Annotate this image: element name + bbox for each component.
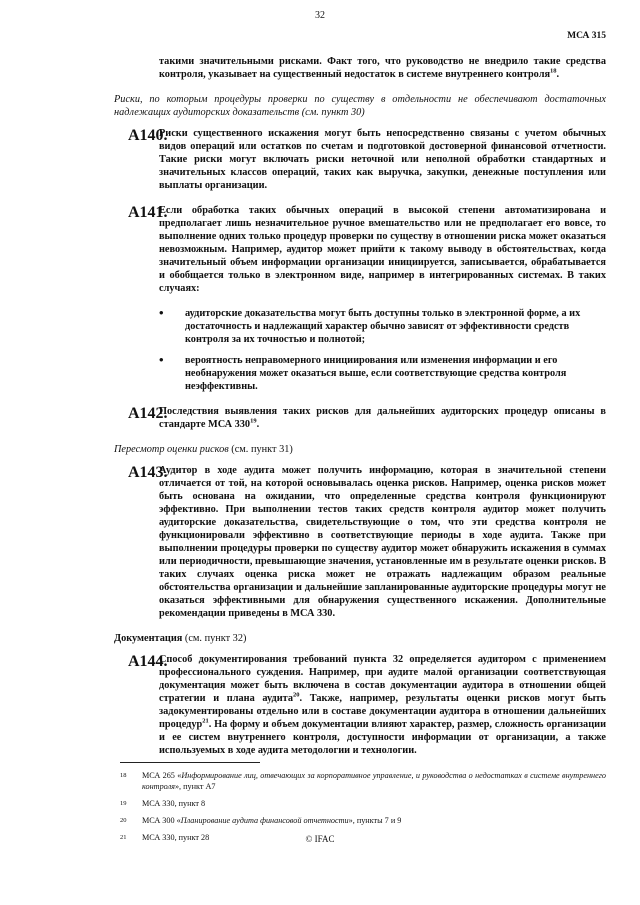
footnote-number: 18 — [120, 772, 127, 779]
paragraph-a143 — [114, 464, 606, 620]
standard-code: МСА 315 — [567, 31, 606, 41]
bullet-item — [114, 354, 606, 393]
paragraph-text: Если обработка таких обычных операций в высокой степени автоматизирована и предполагает лишь незначительное ручное вмешательство или не предполагает его вовсе, то выполнение одних только процедур проверки по существу в отношении риска может оказаться невозможным. Например, аудитор может прийти к такому выводу в обстоятельствах, когда значительный объем информации организации инициируется, записывается, обрабатывается и обобщается только в электронном виде, например в интегрированных системах. В таких случаях: — [159, 205, 606, 294]
footnote-18 — [120, 770, 606, 792]
risk-section-heading — [114, 93, 606, 119]
paragraph-a140 — [114, 127, 606, 192]
footnote-text-end: », пункты 7 и 9 — [348, 816, 402, 825]
bullet-item — [114, 307, 606, 346]
paragraph-a144 — [114, 653, 606, 757]
footnote-divider — [120, 762, 260, 763]
continuation-paragraph — [159, 55, 606, 81]
revision-section-heading — [114, 443, 606, 456]
revision-heading-text: Пересмотр оценки рисков — [114, 444, 229, 455]
continuation-tail: . — [556, 69, 560, 80]
copyright-footer: © IFAC — [305, 834, 335, 844]
bullet-icon: • — [159, 305, 164, 320]
footnote-text: МСА 300 « — [142, 816, 181, 825]
footnote-title: Планирование аудита финансовой отчетности — [180, 816, 349, 825]
paragraph-a142 — [114, 405, 606, 431]
footnote-text: МСА 330, пункт 8 — [142, 799, 206, 808]
footnote-title: Информирование лиц, отвечающих за корпоративное управление, и руководства о недостатках в системе внутреннего контроля — [142, 771, 606, 791]
footnote-text-end: », пункт А7 — [174, 782, 216, 791]
footnote-number: 20 — [120, 817, 127, 824]
paragraph-id: A140. — [128, 127, 168, 144]
paragraph-id: A141. — [128, 204, 168, 221]
footnote-ref-20[interactable]: 20 — [293, 691, 300, 699]
paragraph-id: A144. — [128, 653, 168, 670]
footnote-number: 21 — [120, 834, 127, 841]
paragraph-id: A143. — [128, 464, 168, 481]
paragraph-a142-tail: . — [256, 419, 260, 430]
footnote-number: 19 — [120, 800, 127, 807]
footnote-19 — [120, 798, 606, 809]
continuation-text: такими значительными рисками. Факт того, что руководство не внедрило такие средства контроля, указывает на существенный недостаток в системе внутреннего контроля — [159, 56, 606, 80]
page-body — [114, 55, 606, 769]
footnote-20 — [120, 815, 606, 826]
footnote-ref-19[interactable]: 19 — [250, 417, 257, 425]
bullet-icon: • — [159, 352, 164, 367]
paragraph-a144-part2: . Также, например, результаты оценки рисков могут быть задокументированы отдельно или в составе документации аудитора в отношении дальнейших процедур — [159, 693, 606, 730]
paragraph-a144-part3: . На форму и объем документации влияют характер, размер, сложность организации и ее систем внутреннего контроля, доступности информации от организации, а также используемых в ходе аудита методологии и технологии. — [159, 719, 606, 756]
footnote-ref-18[interactable]: 18 — [550, 67, 557, 75]
footnote-text: МСА 330, пункт 28 — [142, 833, 210, 842]
footnote-text: МСА 265 « — [142, 771, 182, 780]
paragraph-text: Аудитор в ходе аудита может получить информацию, которая в значительной степени отличается от той, на которой основывалась оценка рисков. Например, оценка рисков может быть основана на ожидании, что определенные средства контроля функционируют эффективно. При выполнении тестов таких средств контроля аудитор может получить аудиторские доказательства, свидетельствующие о том, что эти средства контроля не функционировали эффективно в соответствующие периоды в ходе аудита. Также при выполнении процедуры проверки по существу аудитор может обнаружить искажения в суммах или периодичности, превышающие значения, установленные им в результате оценки рисков. В таких случаях оценка риска может не отражать надлежащим образом реальные обстоятельства организации и дальнейшие запланированные аудиторские процедуры могут не оказаться эффективными для обнаружения существенного искажения. Дополнительные рекомендации приведены в МСА 330. — [159, 465, 606, 619]
paragraph-a141 — [114, 204, 606, 295]
paragraph-a142-text: Последствия выявления таких рисков для дальнейших аудиторских процедур описаны в стандарте МСА 330 — [159, 406, 606, 430]
paragraph-text — [159, 653, 606, 757]
documentation-heading-ref: (см. пункт 32) — [182, 633, 247, 644]
revision-heading-ref: (см. пункт 31) — [228, 444, 293, 455]
bullet-text: вероятность неправомерного инициирования или изменения информации и его необнаружения может оказаться выше, если соответствующие средства контроля неэффективны. — [185, 355, 567, 392]
risk-heading-ref: (см. пункт 30) — [299, 107, 365, 118]
documentation-section-heading — [114, 632, 606, 645]
paragraph-text: Риски существенного искажения могут быть непосредственно связаны с учетом обычных видов операций или остатков по счетам и подготовкой достоверной финансовой отчетности. Такие риски могут включать риски неточной или неполной обработки стандартных и значительных классов операций, таких как выручка, закупки, денежные поступления или выплаты организации. — [159, 128, 606, 191]
paragraph-id: A142. — [128, 405, 168, 422]
documentation-heading-text: Документация — [114, 633, 183, 644]
bullet-text: аудиторские доказательства могут быть доступны только в электронной форме, а их достаточность и надлежащий характер обычно зависят от эффективности средств контроля за их точностью и полнотой; — [185, 308, 581, 345]
paragraph-a144-part1: Способ документирования требований пункта 32 определяется аудитором с применением профессионального суждения. Например, при аудите малой организации соответствующая документация может быть включена в состав документации аудитора в отношении общей стратегии и плана аудита — [159, 654, 606, 704]
paragraph-text — [159, 405, 606, 431]
page-number: 32 — [315, 10, 325, 21]
footnote-ref-21[interactable]: 21 — [202, 717, 209, 725]
risk-heading-text: Риски, по которым процедуры проверки по существу в отдельности не обеспечивают достаточных надлежащих аудиторских доказательств — [114, 94, 606, 118]
